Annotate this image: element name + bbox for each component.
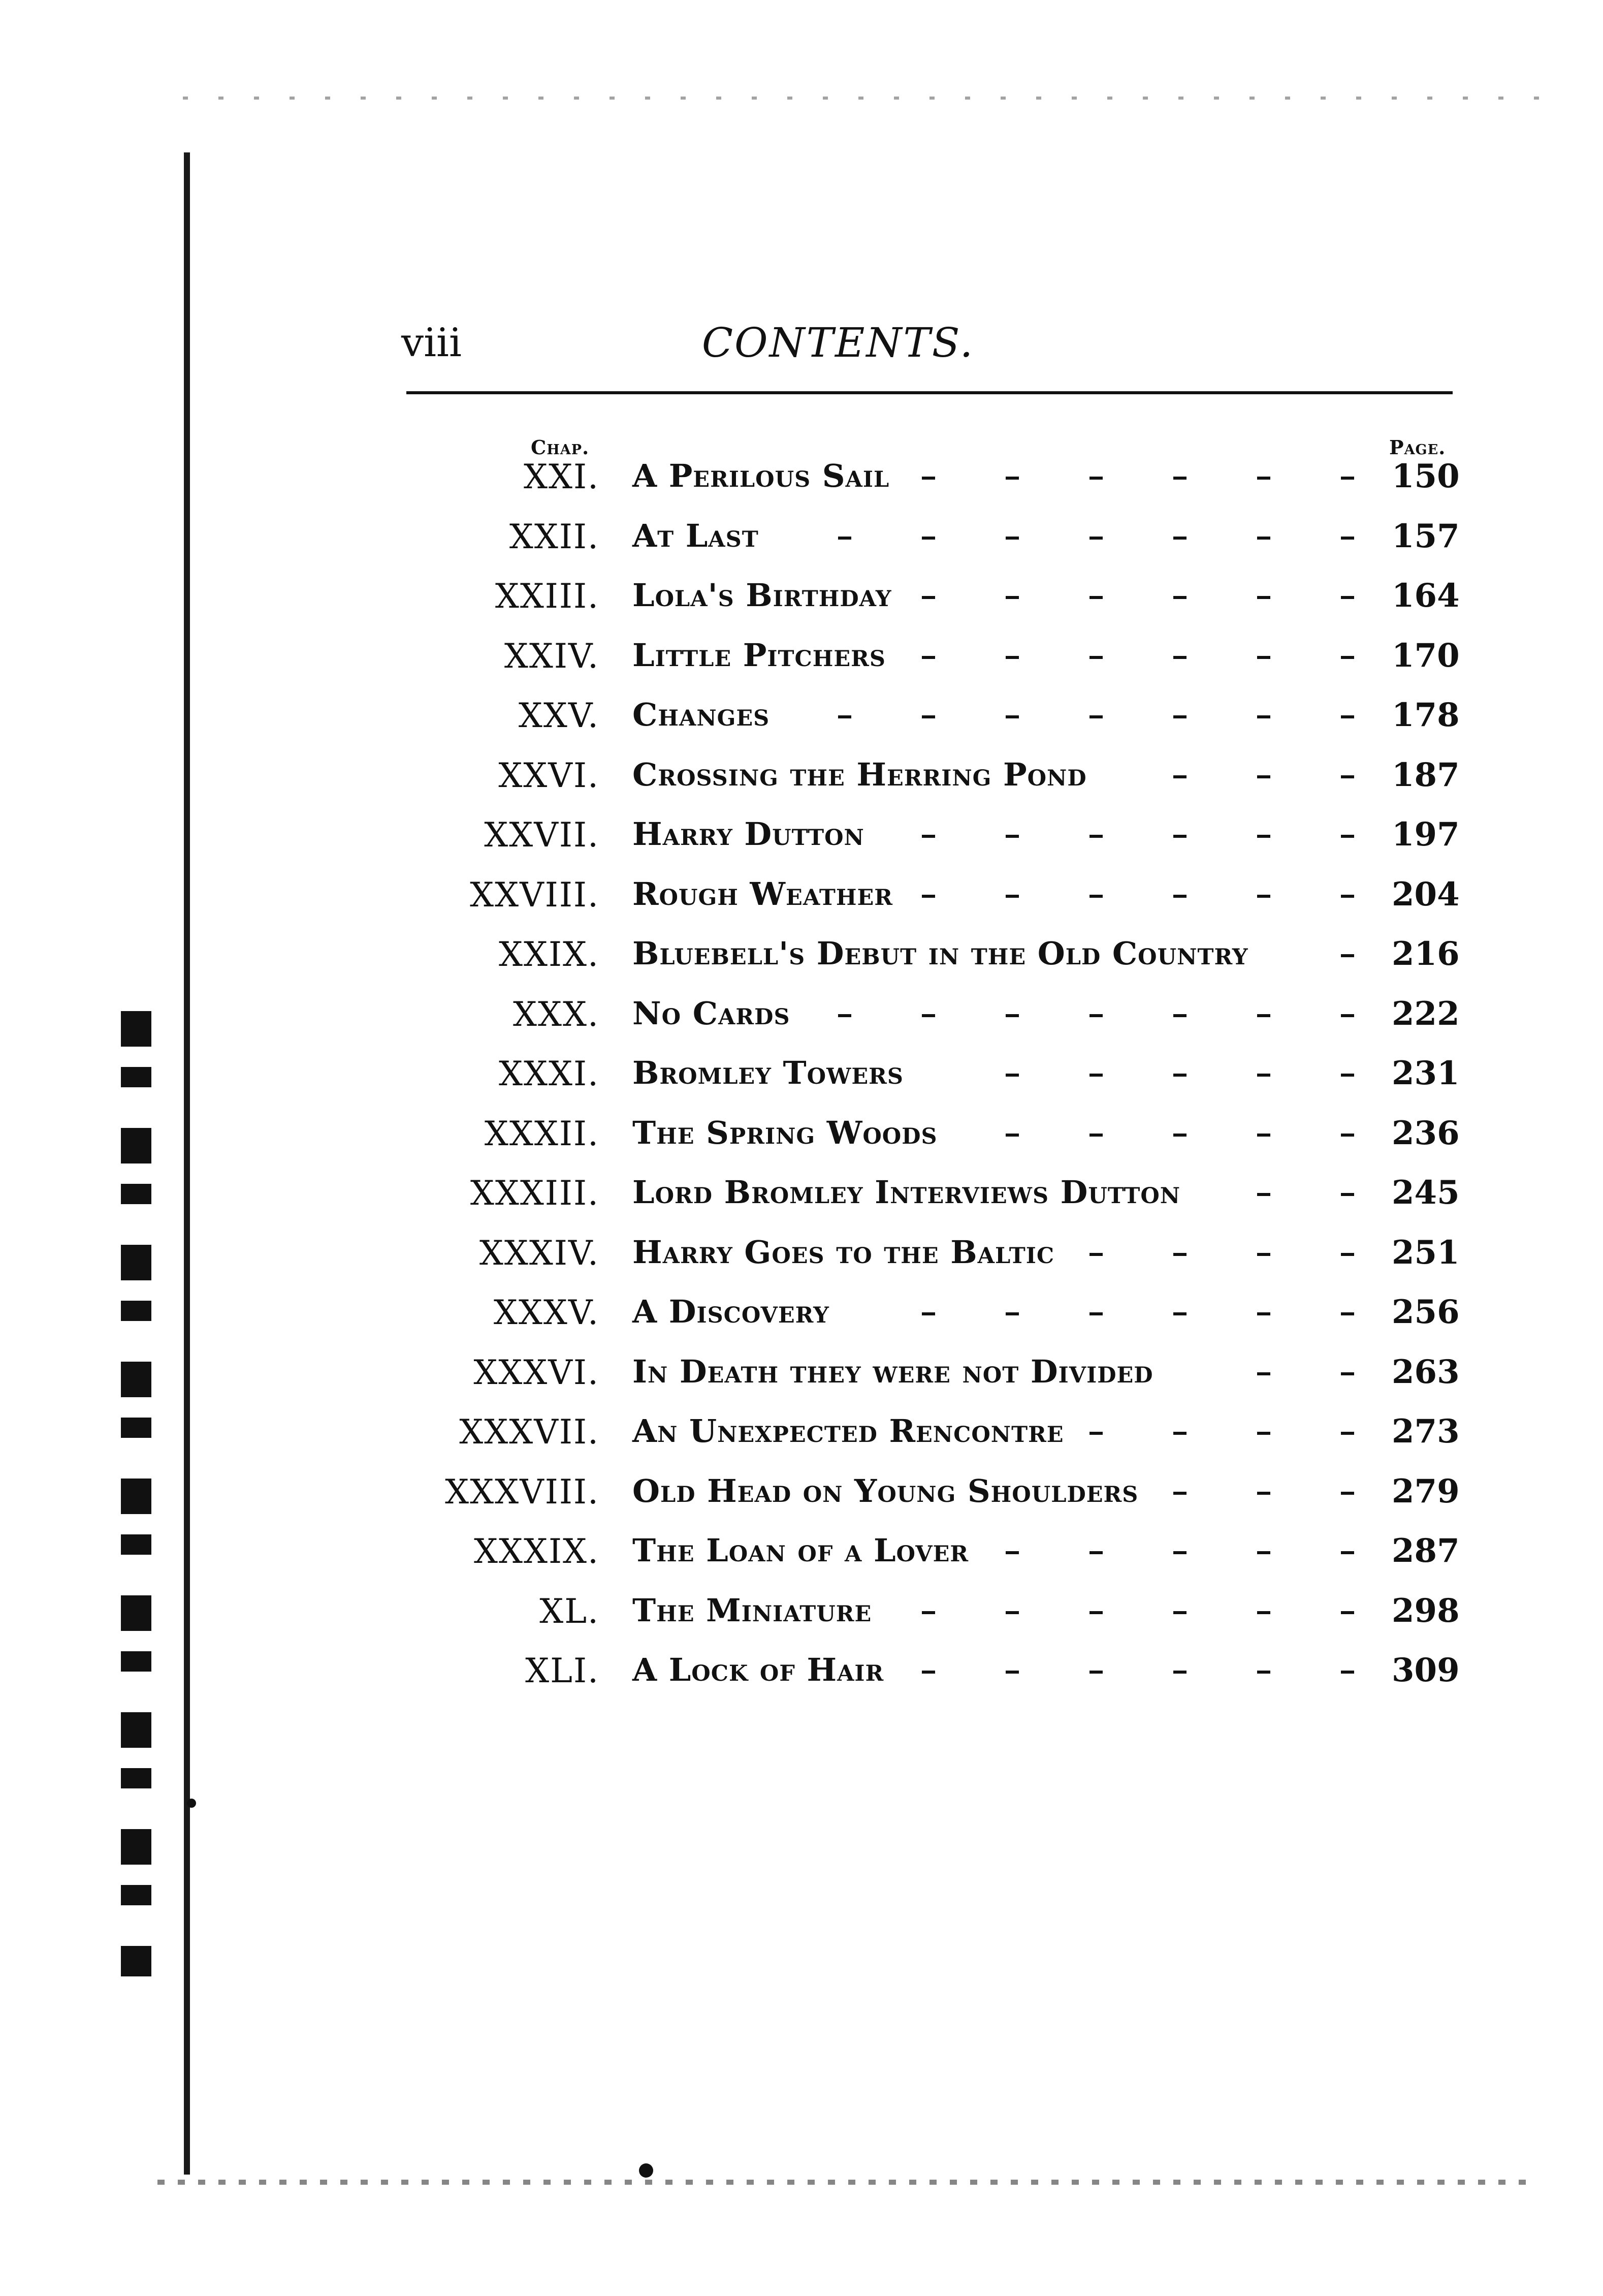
leader-dash (1006, 1611, 1019, 1614)
leader-dash (1173, 1671, 1187, 1674)
chapter-title: Changes (632, 696, 770, 733)
contents-entry (0, 935, 1603, 991)
chapter-title: A Discovery (632, 1293, 829, 1330)
contents-entry (0, 1412, 1603, 1468)
leader-dash (1006, 1671, 1019, 1674)
leader-dash (1173, 656, 1187, 659)
leader-dash (1089, 1253, 1103, 1256)
leader-dash (1341, 1014, 1354, 1017)
page-number-entry: 309 (1392, 1651, 1460, 1689)
leader-dash (1257, 477, 1270, 480)
leader-dash (1341, 1074, 1354, 1077)
contents-entry (0, 995, 1603, 1051)
page-number: viii (401, 320, 462, 366)
leader-dash (1006, 1551, 1019, 1554)
leader-dash (1173, 1551, 1187, 1554)
page-number-entry: 216 (1392, 935, 1460, 973)
chapter-title: Harry Goes to the Baltic (632, 1233, 1055, 1271)
leader-dash (1341, 1312, 1354, 1315)
leader-dash (1257, 1492, 1270, 1495)
leader-dash (1257, 537, 1270, 540)
leader-dash (1006, 715, 1019, 718)
leader-dash (1006, 835, 1019, 838)
leader-dash (922, 715, 935, 718)
leader-dash (1006, 1134, 1019, 1137)
contents-entry (0, 1114, 1603, 1170)
leader-dash (1257, 1074, 1270, 1077)
leader-dash (1089, 1432, 1103, 1435)
leader-dash (1089, 1074, 1103, 1077)
contents-entry (0, 1472, 1603, 1528)
page-column-heading: Page. (1389, 436, 1446, 459)
contents-entry (0, 1651, 1603, 1707)
chapter-number: XXXIII. (470, 1174, 599, 1213)
chapter-title: The Spring Woods (632, 1114, 938, 1151)
leader-dash (1341, 537, 1354, 540)
chapter-number: XXVIII. (470, 875, 599, 915)
leader-dash (1089, 715, 1103, 718)
contents-entry (0, 517, 1603, 573)
leader-dash (1173, 1492, 1187, 1495)
chapter-number: XXIII. (495, 577, 599, 616)
leader-dash (1006, 656, 1019, 659)
page-number-entry: 287 (1392, 1532, 1460, 1570)
leader-dash (1257, 1253, 1270, 1256)
leader-dash (1089, 1134, 1103, 1137)
leader-dash (1089, 1551, 1103, 1554)
contents-entry (0, 457, 1603, 513)
chapter-title: In Death they were not Divided (632, 1353, 1153, 1390)
leader-dash (1341, 715, 1354, 718)
chapter-title: Crossing the Herring Pond (632, 756, 1087, 793)
page-number-entry: 245 (1392, 1174, 1460, 1212)
page-number-entry: 178 (1392, 696, 1460, 734)
contents-entry (0, 1592, 1603, 1648)
leader-dash (1006, 1014, 1019, 1017)
running-title: CONTENTS. (701, 319, 975, 366)
leader-dash (1089, 1671, 1103, 1674)
contents-entry (0, 696, 1603, 752)
page-number-entry: 273 (1392, 1412, 1460, 1451)
page-number-entry: 170 (1392, 636, 1460, 675)
chapter-title: Lord Bromley Interviews Dutton (632, 1174, 1181, 1211)
leader-dash (1006, 895, 1019, 898)
contents-entry (0, 1353, 1603, 1409)
page-number-entry: 231 (1392, 1054, 1460, 1092)
leader-dash (1173, 715, 1187, 718)
chapter-title: Bromley Towers (632, 1054, 904, 1091)
scan-speck (639, 2163, 653, 2178)
page-number-entry: 256 (1392, 1293, 1460, 1331)
chapter-number: XXXII. (484, 1114, 599, 1153)
leader-dash (922, 835, 935, 838)
chapter-title: An Unexpected Rencontre (632, 1412, 1064, 1450)
leader-dash (1341, 775, 1354, 778)
leader-dash (922, 1014, 935, 1017)
leader-dash (1257, 1432, 1270, 1435)
chapter-number: XXXIV. (479, 1233, 599, 1273)
leader-dash (1257, 1312, 1270, 1315)
chapter-title: At Last (632, 517, 759, 554)
leader-dash (1341, 1372, 1354, 1375)
leader-dash (1089, 835, 1103, 838)
contents-entry (0, 1293, 1603, 1349)
leader-dash (1257, 1611, 1270, 1614)
leader-dash (1257, 1014, 1270, 1017)
leader-dash (1257, 895, 1270, 898)
leader-dash (1341, 1492, 1354, 1495)
leader-dash (1257, 835, 1270, 838)
scan-speck (187, 1799, 196, 1808)
leader-dash (922, 477, 935, 480)
page-number-entry: 236 (1392, 1114, 1460, 1152)
leader-dash (1173, 775, 1187, 778)
leader-dash (1341, 596, 1354, 599)
leader-dash (1341, 835, 1354, 838)
leader-dash (1173, 1611, 1187, 1614)
chapter-number: XLI. (525, 1651, 599, 1690)
leader-dash (1341, 1193, 1354, 1196)
page-number-entry: 263 (1392, 1353, 1460, 1391)
leader-dash (1173, 537, 1187, 540)
contents-entry (0, 637, 1603, 693)
leader-dash (838, 1014, 851, 1017)
leader-dash (1257, 715, 1270, 718)
leader-dash (922, 656, 935, 659)
chapter-number: XL. (539, 1591, 599, 1631)
header-rule (406, 391, 1453, 394)
leader-dash (1341, 656, 1354, 659)
page-number-entry: 222 (1392, 994, 1460, 1033)
leader-dash (1341, 1134, 1354, 1137)
leader-dash (922, 1312, 935, 1315)
leader-dash (1173, 1074, 1187, 1077)
leader-dash (1173, 596, 1187, 599)
chapter-number: XXVI. (498, 756, 599, 795)
chapter-title: Bluebell's Debut in the Old Country (632, 935, 1248, 972)
leader-dash (838, 537, 851, 540)
contents-entry (0, 577, 1603, 633)
leader-dash (1089, 1014, 1103, 1017)
leader-dash (1173, 1014, 1187, 1017)
leader-dash (1006, 1312, 1019, 1315)
leader-dash (1006, 1074, 1019, 1077)
page-number-entry: 157 (1392, 517, 1460, 555)
leader-dash (1006, 537, 1019, 540)
chapter-number: XXXV. (493, 1293, 599, 1332)
page-number-entry: 187 (1392, 756, 1460, 794)
page-bottom-edge (157, 2180, 1529, 2185)
leader-dash (1257, 775, 1270, 778)
leader-dash (1341, 1611, 1354, 1614)
leader-dash (1173, 1253, 1187, 1256)
chapter-number: XXV. (518, 696, 599, 735)
chapter-title: The Miniature (632, 1591, 872, 1629)
leader-dash (922, 1611, 935, 1614)
chapter-number: XXIX. (498, 935, 599, 974)
leader-dash (1341, 954, 1354, 957)
leader-dash (1006, 477, 1019, 480)
page-number-entry: 204 (1392, 875, 1460, 914)
leader-dash (1173, 477, 1187, 480)
chapter-number: XXXI. (498, 1054, 599, 1093)
leader-dash (922, 1671, 935, 1674)
page-number-entry: 150 (1392, 457, 1460, 495)
chapter-number: XXXIX. (474, 1532, 599, 1571)
leader-dash (1341, 1432, 1354, 1435)
leader-dash (1257, 1671, 1270, 1674)
leader-dash (922, 895, 935, 898)
chapter-number: XXII. (509, 517, 599, 556)
chapter-title: A Lock of Hair (632, 1651, 884, 1688)
leader-dash (1257, 656, 1270, 659)
leader-dash (1341, 895, 1354, 898)
chapter-column-heading: Chap. (531, 436, 590, 459)
chapter-title: No Cards (632, 994, 790, 1032)
chapter-number: XXXVII. (459, 1412, 599, 1452)
leader-dash (1257, 1134, 1270, 1137)
leader-dash (1341, 1253, 1354, 1256)
chapter-number: XXVII. (484, 815, 599, 855)
contents-entry (0, 1174, 1603, 1230)
leader-dash (922, 537, 935, 540)
chapter-title: A Perilous Sail (632, 457, 890, 494)
leader-dash (1006, 596, 1019, 599)
leader-dash (1089, 895, 1103, 898)
leader-dash (1173, 1432, 1187, 1435)
leader-dash (1173, 895, 1187, 898)
leader-dash (1341, 477, 1354, 480)
chapter-title: Little Pitchers (632, 636, 886, 674)
leader-dash (1257, 1193, 1270, 1196)
chapter-title: Rough Weather (632, 875, 893, 913)
page-number-entry: 197 (1392, 815, 1460, 854)
contents-entry (0, 1054, 1603, 1110)
leader-dash (1173, 1134, 1187, 1137)
chapter-title: Old Head on Young Shoulders (632, 1472, 1139, 1509)
leader-dash (1089, 477, 1103, 480)
leader-dash (922, 596, 935, 599)
contents-entry (0, 875, 1603, 931)
page-number-entry: 164 (1392, 577, 1460, 615)
leader-dash (1341, 1551, 1354, 1554)
leader-dash (1089, 656, 1103, 659)
contents-entry (0, 815, 1603, 871)
chapter-title: The Loan of a Lover (632, 1532, 969, 1569)
leader-dash (1089, 1611, 1103, 1614)
chapter-number: XXX. (513, 994, 599, 1034)
leader-dash (1089, 1312, 1103, 1315)
chapter-title: Lola's Birthday (632, 577, 892, 614)
chapter-title: Harry Dutton (632, 815, 864, 853)
page-number-entry: 251 (1392, 1233, 1460, 1272)
leader-dash (1089, 537, 1103, 540)
page-number-entry: 279 (1392, 1472, 1460, 1511)
leader-dash (1257, 1372, 1270, 1375)
leader-dash (1173, 835, 1187, 838)
leader-dash (1257, 1551, 1270, 1554)
chapter-number: XXI. (523, 457, 599, 496)
page-number-entry: 298 (1392, 1591, 1460, 1630)
chapter-number: XXIV. (504, 636, 599, 676)
leader-dash (1173, 1312, 1187, 1315)
leader-dash (1089, 596, 1103, 599)
contents-entry (0, 1532, 1603, 1588)
leader-dash (838, 715, 851, 718)
contents-entry (0, 1234, 1603, 1289)
contents-entry (0, 756, 1603, 812)
leader-dash (1341, 1671, 1354, 1674)
leader-dash (1257, 596, 1270, 599)
page-top-edge (183, 97, 1554, 100)
chapter-number: XXXVIII. (445, 1472, 599, 1512)
chapter-number: XXXVI. (473, 1353, 599, 1392)
